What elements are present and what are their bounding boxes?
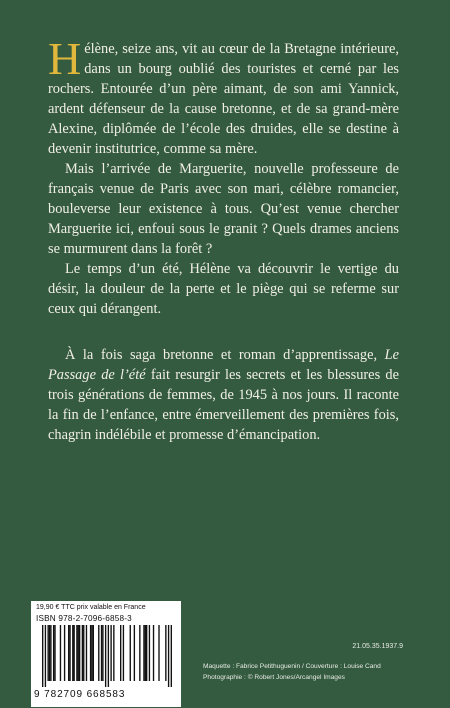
barcode-bar [73,625,74,681]
barcode-bar [76,625,77,681]
credits-line-photo: Photographie : © Robert Jones/Arcangel Images [203,674,345,681]
barcode-bar [42,625,43,687]
barcode-bar [90,625,91,681]
barcode-bar [139,625,140,681]
barcode-bar [83,625,84,681]
barcode-bar [108,625,109,687]
barcode-bar [82,625,83,681]
synopsis-text [48,33,399,319]
price-text: 19,90 € TTC prix valable en France [36,604,146,611]
barcode-bar [49,625,50,681]
barcode-bar [110,625,111,681]
synopsis-paragraph-1-text: élène, seize ans, vit au cœur de la Bretagne intérieure, dans un bourg oublié des touristes et cerné par les rochers. Entourée d’un père aimant, de son ami Yannick, ardent défenseur de la cause bretonne, et de sa grand-mère Alexine, diplômée de l’école des druides, elle se destine à devenir institutrice, comme sa mère. [48,41,399,157]
barcode-bar [101,625,102,681]
barcode-bar [143,625,144,681]
barcode-bar [60,625,61,681]
barcode-bar [91,625,92,681]
barcode-bar [53,625,54,681]
credits-line-design: Maquette : Fabrice Petithuguenin / Couverture : Louise Cand [203,663,381,670]
barcode-bar [149,625,150,681]
barcode-bar [168,625,169,687]
barcode-bar [123,625,124,681]
barcode-bar [120,625,121,681]
barcode-bar [145,625,146,681]
barcode-bar [113,625,114,681]
barcode-label [31,601,181,707]
product-code: 21.05.35.1937.9 [352,643,403,650]
barcode-bar [153,625,154,681]
barcode-bar [78,625,79,681]
barcode-bar [130,625,131,681]
barcode-bar [72,625,73,681]
barcode-bar [50,625,51,681]
drop-cap-letter: H [48,33,82,84]
synopsis-paragraph-2: Mais l’arrivée de Marguerite, nouvelle professeure de français venue de Paris avec son mari, célèbre romancier, bouleverse leur existence à tous. Qu’est venue chercher Marguerite ici, enfoui sous le granit ? Quels drames anciens se murmurent dans la forêt ? [48,161,399,257]
pitch-rest: fait resurgir les secrets et les blessures de trois générations de femmes, de 1945 à nos jours. Il raconte la fin de l’enfance, entre émerveillement des premières fois, chagrin indélébile et promesse d’émancipation. [48,367,399,443]
barcode-bar [69,625,70,681]
barcode-bar [146,625,147,681]
barcode-bar [47,625,48,681]
barcode-bar [64,625,65,681]
pitch-intro: À la fois saga bretonne et roman d’apprentissage, [65,347,385,363]
barcode-bar [158,625,159,681]
barcode-digits: 9 782709 668583 [34,689,126,700]
barcode-bar [79,625,80,681]
synopsis-paragraph-1 [48,33,399,159]
book-title-italic: Le Passage de l’été [48,347,399,383]
barcode-bar [105,625,106,687]
barcode-bar [45,625,46,687]
barcode-bars [42,625,172,687]
cover-credits [203,661,381,683]
pitch-paragraph [48,345,399,445]
barcode-bar [93,625,94,681]
barcode-bar [54,625,55,681]
barcode-bar [86,625,87,681]
barcode-bar [68,625,69,681]
barcode-bar [171,625,172,687]
isbn-text: ISBN 978-2-7096-6858-3 [36,614,132,623]
barcode-bar [165,625,166,681]
barcode-bar [98,625,99,681]
barcode-bar [134,625,135,681]
synopsis-paragraph-3: Le temps d’un été, Hélène va découvrir le vertige du désir, la douleur de la perte et le piège qui se referme sur ceux qui dérangent. [48,261,399,317]
book-pitch-text [48,345,399,445]
barcode-bar [102,625,103,681]
